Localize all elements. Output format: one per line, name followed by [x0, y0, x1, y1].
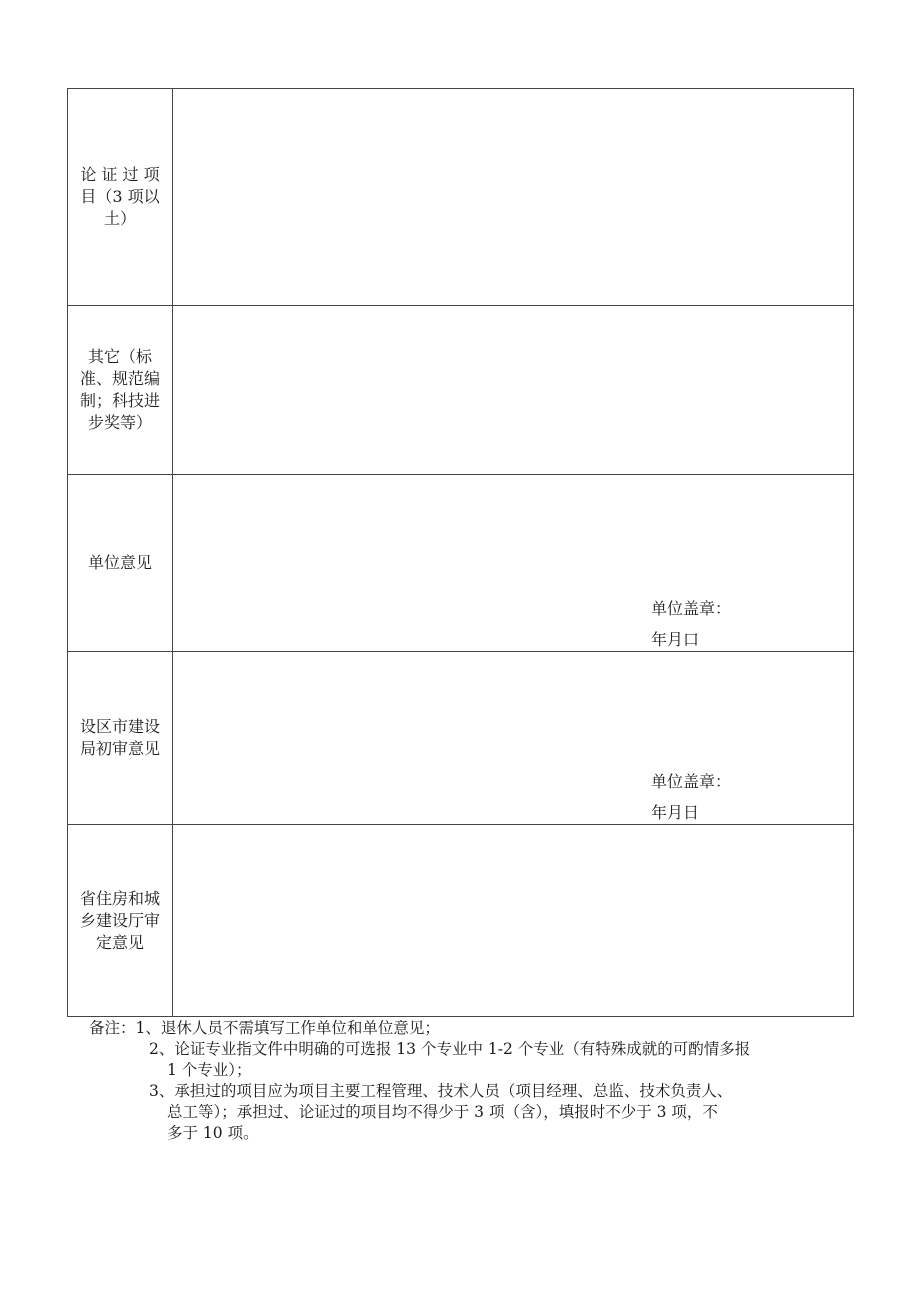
label-line: 乡建设厅审	[79, 910, 160, 930]
form-row-province-approval	[68, 825, 854, 1017]
label-line: 步奖等）	[87, 413, 152, 432]
remark-item-1: 备注：1、退休人员不需填写工作单位和单位意见；	[89, 1019, 440, 1037]
form-row-other	[68, 306, 854, 475]
unit-date-label: 年月口	[651, 630, 700, 649]
remark-item-3-cont: 多于 10 项。	[167, 1124, 259, 1142]
label-line: 其它（标	[87, 347, 152, 366]
label-line: 省住房和城	[79, 888, 160, 908]
label-line: 制；科技进	[79, 391, 160, 410]
city-stamp-label: 单位盖章：	[651, 772, 732, 791]
label-line: 目（3 项以	[80, 187, 160, 206]
label-other	[68, 306, 173, 475]
field-other[interactable]	[173, 306, 854, 475]
field-city-review[interactable]	[173, 652, 854, 825]
form-row-demonstrated-projects	[68, 89, 854, 306]
label-line: 定意见	[95, 932, 144, 952]
label-city-review	[68, 652, 173, 825]
field-province-approval[interactable]	[173, 825, 854, 1017]
label-line: 准、规范编	[79, 369, 160, 388]
label-line: 论 证 过 项	[80, 165, 160, 184]
review-form-table	[67, 88, 854, 1017]
field-unit-opinion[interactable]	[173, 475, 854, 652]
remark-prefix: 备注：	[89, 1019, 136, 1037]
unit-stamp-label: 单位盖章：	[651, 599, 732, 618]
label-line: 土）	[103, 209, 136, 228]
label-line: 局初审意见	[79, 739, 160, 758]
label-demonstrated-projects	[68, 89, 173, 306]
remarks	[89, 1018, 857, 1144]
form-row-unit-opinion	[68, 475, 854, 652]
form-row-city-review	[68, 652, 854, 825]
remark-item-3-cont: 总工等）；承担过、论证过的项目均不得少于 3 项（含），填报时不少于 3 项，不	[167, 1103, 718, 1121]
field-demonstrated-projects[interactable]	[173, 89, 854, 306]
label-line: 单位意见	[87, 553, 152, 572]
label-province-approval	[68, 825, 173, 1017]
remark-item-2: 2、论证专业指文件中明确的可选报 13 个专业中 1-2 个专业（有特殊成就的可酌情多报	[149, 1040, 751, 1058]
remark-item-2-cont: 1 个专业）；	[167, 1061, 252, 1079]
remark-item-3: 3、承担过的项目应为项目主要工程管理、技术人员（项目经理、总监、技术负责人、	[149, 1082, 733, 1100]
label-unit-opinion	[68, 475, 173, 652]
city-date-label: 年月日	[651, 803, 700, 822]
label-line: 设区市建设	[79, 717, 160, 736]
